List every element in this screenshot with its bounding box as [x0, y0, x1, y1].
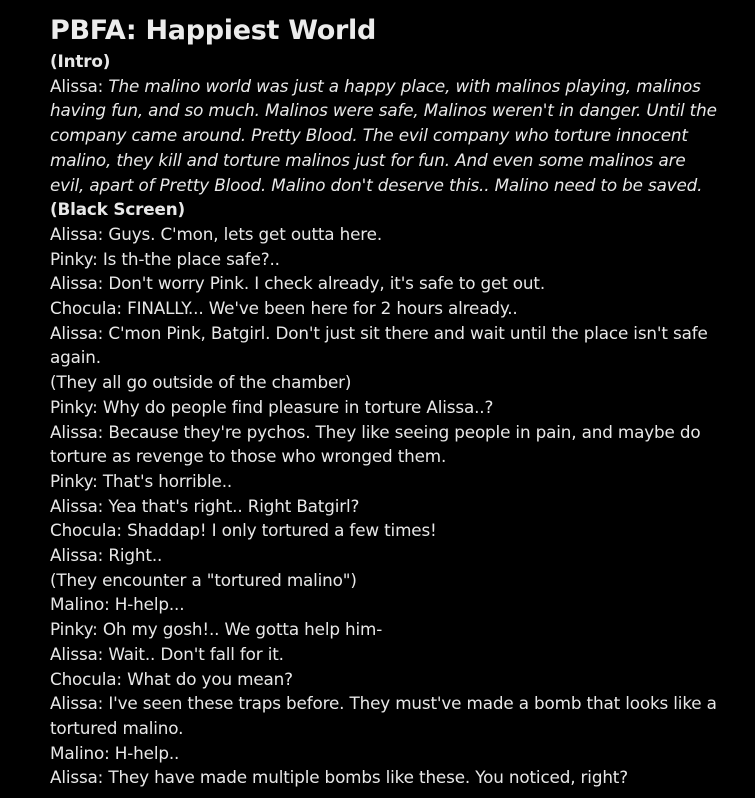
dialogue-line: [50, 667, 722, 692]
line-text: Because they're pychos. They like seeing people in pain, and maybe do torture as revenge to those who wronged them.: [50, 421, 701, 467]
stage-direction: [50, 370, 722, 395]
line-text: (Black Screen): [50, 199, 186, 220]
line-text: (They encounter a "tortured malino"): [50, 569, 357, 590]
speaker: Chocula:: [50, 668, 128, 689]
dialogue-line: [50, 469, 722, 494]
line-text: What do you mean?: [127, 668, 293, 689]
line-text: (They all go outside of the chamber): [50, 372, 352, 393]
dialogue-line: [50, 321, 722, 370]
line-text: Right..: [108, 545, 163, 566]
speaker: Alissa:: [50, 75, 109, 96]
line-text: The malino world was just a happy place, with malinos playing, malinos having fun, and so much. Malinos were safe, Malinos weren't in danger. Until the company came around. Pretty Blood. The evil company who torture innocent malino, they kill and torture malinos just for fun. And even some malinos are evil, apart of Pretty Blood. Malino don't deserve this.. Malino need to be saved.: [50, 75, 717, 195]
line-text: I've seen these traps before. They must've made a bomb that looks like a tortured malino.: [50, 693, 717, 738]
speaker: Chocula:: [50, 298, 128, 319]
dialogue-line: [50, 642, 722, 667]
dialogue-line: [50, 617, 722, 642]
dialogue-line: [50, 592, 722, 617]
dialogue-line: [50, 247, 722, 272]
speaker: Pinky:: [50, 248, 103, 269]
stage-direction: [50, 568, 722, 593]
line-text: Is th-the place safe?..: [102, 248, 280, 269]
document: [50, 14, 722, 790]
line-text: Oh my gosh!.. We gotta help him-: [102, 619, 383, 640]
dialogue-line: [50, 395, 722, 420]
line-text: FINALLY... We've been here for 2 hours already..: [127, 298, 518, 319]
dialogue-line: [50, 296, 722, 321]
speaker: Malino:: [50, 742, 115, 763]
speaker: Chocula:: [50, 520, 128, 541]
dialogue-line: [50, 518, 722, 543]
speaker: Alissa:: [50, 421, 109, 442]
line-text: (Intro): [50, 51, 111, 71]
line-text: Guys. C'mon, lets get outta here.: [108, 223, 383, 244]
stage-direction: [50, 197, 722, 222]
line-text: Shaddap! I only tortured a few times!: [127, 520, 437, 541]
dialogue-line: [50, 494, 722, 519]
speaker: Pinky:: [50, 619, 103, 640]
speaker: Pinky:: [50, 396, 103, 417]
dialogue-line: [50, 741, 722, 766]
document-title: PBFA: Happiest World: [50, 15, 376, 46]
line-text: Why do people find pleasure in torture Alissa..?: [102, 396, 494, 417]
speaker: Alissa:: [50, 322, 109, 343]
dialogue-line: [50, 765, 722, 790]
speaker: Malino:: [50, 594, 115, 615]
speaker: Alissa:: [50, 495, 109, 516]
dialogue-line: [50, 74, 722, 198]
line-text: Yea that's right.. Right Batgirl?: [108, 495, 360, 516]
speaker: Alissa:: [50, 545, 109, 566]
line-text: H-help..: [114, 742, 180, 763]
speaker: Pinky:: [50, 470, 103, 491]
speaker: Alissa:: [50, 643, 109, 664]
stage-direction: [50, 49, 722, 74]
line-text: Wait.. Don't fall for it.: [108, 643, 284, 664]
line-text: C'mon Pink, Batgirl. Don't just sit there and wait until the place isn't safe again.: [50, 322, 708, 368]
line-text: That's horrible..: [102, 470, 233, 491]
dialogue-line: [50, 420, 722, 469]
speaker: Alissa:: [50, 223, 109, 244]
line-text: H-help...: [114, 594, 185, 615]
line-text: Don't worry Pink. I check already, it's safe to get out.: [108, 273, 546, 294]
dialogue-line: [50, 271, 722, 296]
line-text: They have made multiple bombs like these. You noticed, right?: [108, 767, 628, 788]
dialogue-line: [50, 543, 722, 568]
dialogue-line: [50, 691, 722, 740]
speaker: Alissa:: [50, 693, 109, 714]
speaker: Alissa:: [50, 767, 109, 788]
dialogue-line: [50, 222, 722, 247]
speaker: Alissa:: [50, 273, 109, 294]
